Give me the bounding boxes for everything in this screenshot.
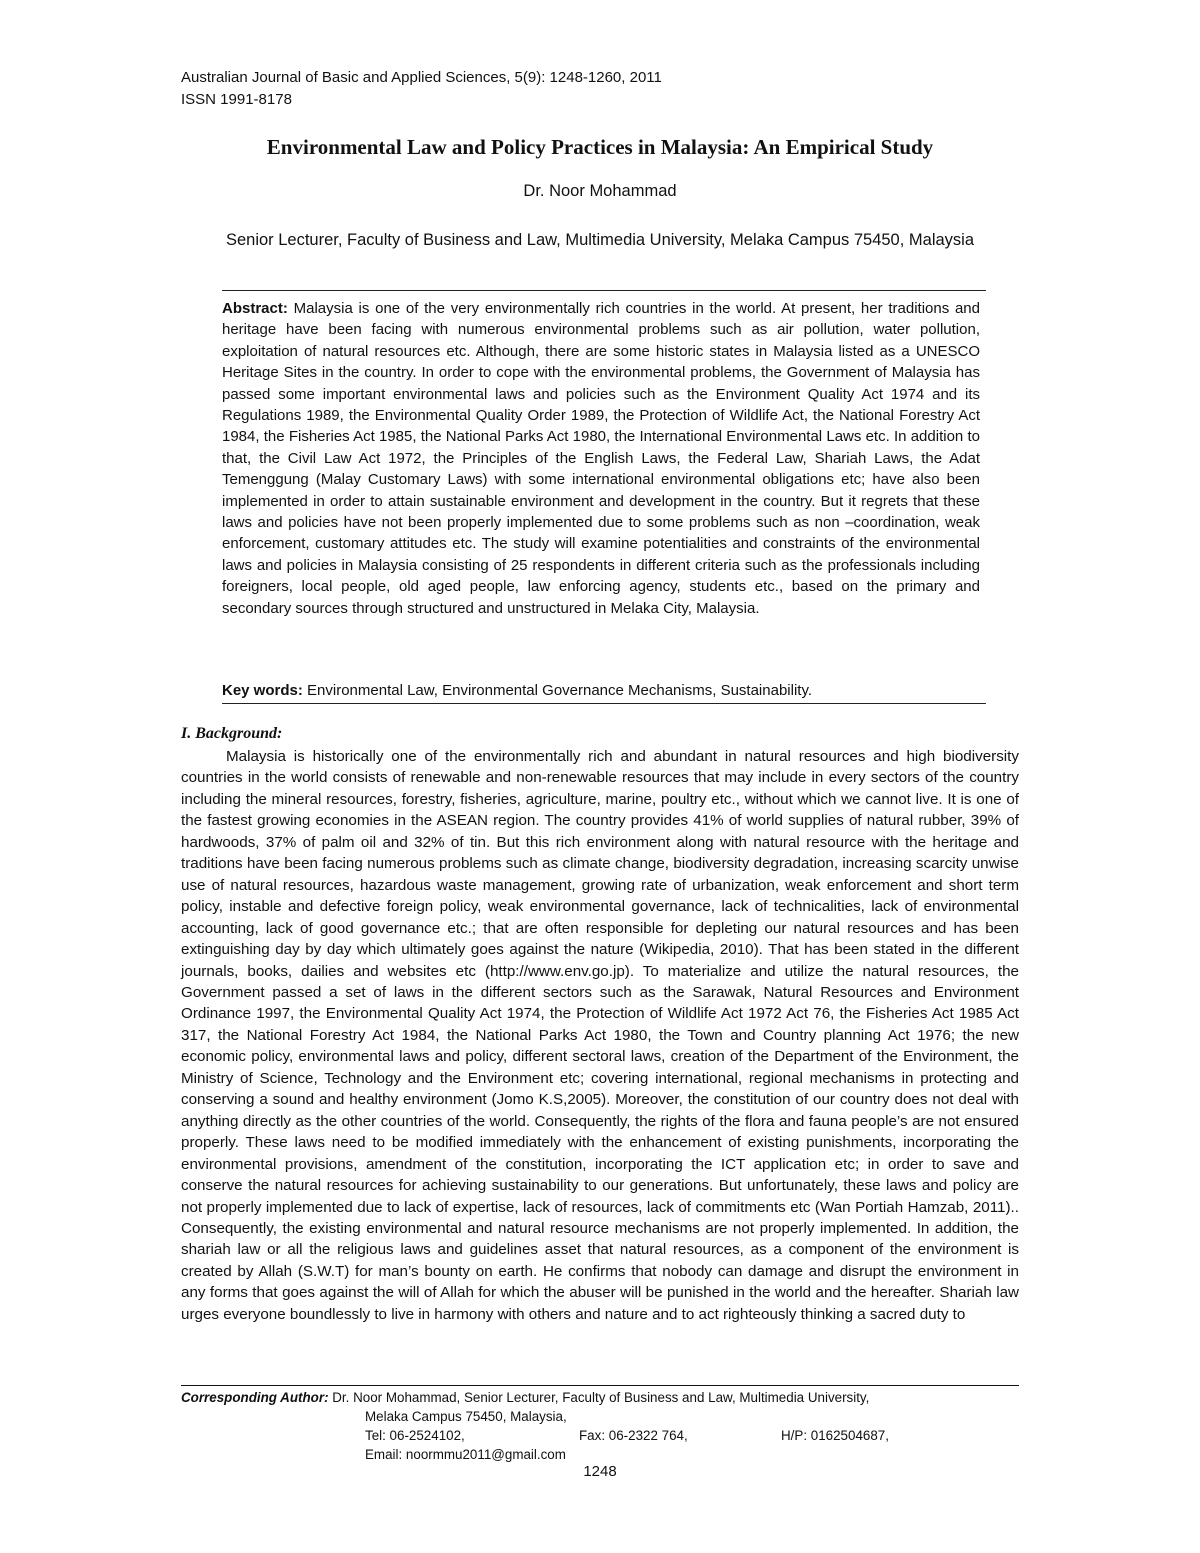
footnote-line2: Melaka Campus 75450, Malaysia, — [365, 1409, 567, 1424]
author-name: Dr. Noor Mohammad — [523, 182, 677, 200]
abstract-bottom-rule — [222, 703, 986, 704]
footnote-label: Corresponding Author: — [181, 1390, 329, 1405]
section-body: Malaysia is historically one of the environmentally rich and abundant in natural resources and high biodiversity countries in the world consists of renewable and non-renewable resources that may include in every sectors of the country including the mineral resources, forestry, fisheries, agriculture, marine, poultry etc., without which we cannot live. It is one of the fastest growing economies in the ASEAN region. The country provides 41% of world supplies of natural rubber, 39% of hardwoods, 37% of palm oil and 32% of tin. But this rich environment along with natural resource with the heritage and traditions have been facing numerous problems such as climate change, biodiversity degradation, increasing scarcity unwise use of natural resources, hazardous waste management, growing rate of urbanization, weak enforcement and short term policy, instable and defective foreign policy, weak environmental governance, lack of technicalities, lack of environmental accounting, lack of good governance etc.; that are often responsible for depleting our natural resources and has been extinguishing day by day which ultimately goes against the nature (Wikipedia, 2010). That has been stated in the different journals, books, dailies and websites etc (http://www.env.go.jp). To materialize and utilize the natural resources, the Government passed a set of laws in the different sectors such as the Sarawak, Natural Resources and Environment Ordinance 1997, the Environmental Quality Act 1974, the Protection of Wildlife Act 1972 Act 76, the Fisheries Act 1985 Act 317, the National Forestry Act 1984, the National Parks Act 1980, the Town and Country planning Act 1976; the new economic policy, environmental laws and policy, different sectoral laws, creation of the Department of the Environment, the Ministry of Science, Technology and the Environment etc; covering international, regional mechanisms in protecting and conserving a sound and healthy environment (Jomo K.S,2005). Moreover, the constitution of our country does not deal with anything directly as the other countries of the world. Consequently, the rights of the flora and fauna people’s are not ensured properly. These laws need to be modified immediately with the enhancement of existing punishments, incorporating the environmental provisions, amendment of the constitution, incorporating the ICT application etc; in order to save and conserve the natural resources for achieving sustainability to our generations. But unfortunately, these laws and policy are not properly implemented due to lack of expertise, lack of resources, lack of commitments etc (Wan Portiah Hamzab, 2011).. Consequently, the existing environmental and natural resource mechanisms are not properly implemented. In addition, the shariah law or all the religious laws and guidelines asset that natural resources, as a component of the environment is created by Allah (S.W.T) for man’s bounty on earth. He confirms that nobody can damage and disrupt the environment in any forms that goes against the will of Allah for which the abuser will be punished in the world and the hereafter. Shariah law urges everyone boundlessly to live in harmony with others and nature and to act righteously thinking a sacred duty to — [181, 748, 1019, 1323]
abstract-top-rule — [222, 290, 986, 291]
abstract — [222, 298, 980, 619]
footnote-fax: Fax: 06-2322 764, — [579, 1428, 688, 1443]
issn: ISSN 1991-8178 — [181, 91, 292, 108]
keywords — [222, 680, 986, 701]
page-number: 1248 — [583, 1463, 617, 1480]
journal-citation: Australian Journal of Basic and Applied Sciences, 5(9): 1248-1260, 2011 — [181, 69, 662, 86]
abstract-label: Abstract: — [222, 300, 288, 317]
footnote-email: Email: noormmu2011@gmail.com — [365, 1447, 566, 1462]
keywords-text: Environmental Law, Environmental Governance Mechanisms, Sustainability. — [307, 682, 812, 699]
footnote-tel: Tel: 06-2524102, — [365, 1428, 465, 1443]
corresponding-author-footnote — [181, 1388, 1019, 1464]
footnote-rule — [181, 1385, 1019, 1386]
section-heading: I. Background: — [181, 725, 283, 742]
keywords-label: Key words: — [222, 682, 303, 699]
abstract-text: Malaysia is one of the very environmentally rich countries in the world. At present, her traditions and heritage have been facing with numerous environmental problems such as air pollution, water pollution, exploitation of natural resources etc. Although, there are some historic states in Malaysia listed as a UNESCO Heritage Sites in the country. In order to cope with the environmental problems, the Government of Malaysia has passed some important environmental laws and policies such as the Environment Quality Act 1974 and its Regulations 1989, the Environmental Quality Order 1989, the Protection of Wildlife Act, the National Forestry Act 1984, the Fisheries Act 1985, the National Parks Act 1980, the International Environmental Laws etc. In addition to that, the Civil Law Act 1972, the Principles of the English Laws, the Federal Law, Shariah Laws, the Adat Temenggung (Malay Customary Laws) with some international environmental obligations etc; have also been implemented in order to attain sustainable environment and development in the country. But it regrets that these laws and policies have not been properly implemented due to some problems such as non –coordination, weak enforcement, customary attitudes etc. The study will examine potentialities and constraints of the environmental laws and policies in Malaysia consisting of 25 respondents in different criteria such as the professionals including foreigners, local people, old aged people, law enforcing agency, students etc., based on the primary and secondary sources through structured and unstructured in Melaka City, Malaysia. — [222, 300, 980, 617]
footnote-line1: Dr. Noor Mohammad, Senior Lecturer, Faculty of Business and Law, Multimedia University, — [332, 1390, 870, 1405]
footnote-hp: H/P: 0162504687, — [781, 1428, 889, 1443]
paper-title: Environmental Law and Policy Practices in Malaysia: An Empirical Study — [266, 135, 934, 159]
author-affiliation: Senior Lecturer, Faculty of Business and Law, Multimedia University, Melaka Campus 75450, Malaysia — [225, 231, 975, 249]
